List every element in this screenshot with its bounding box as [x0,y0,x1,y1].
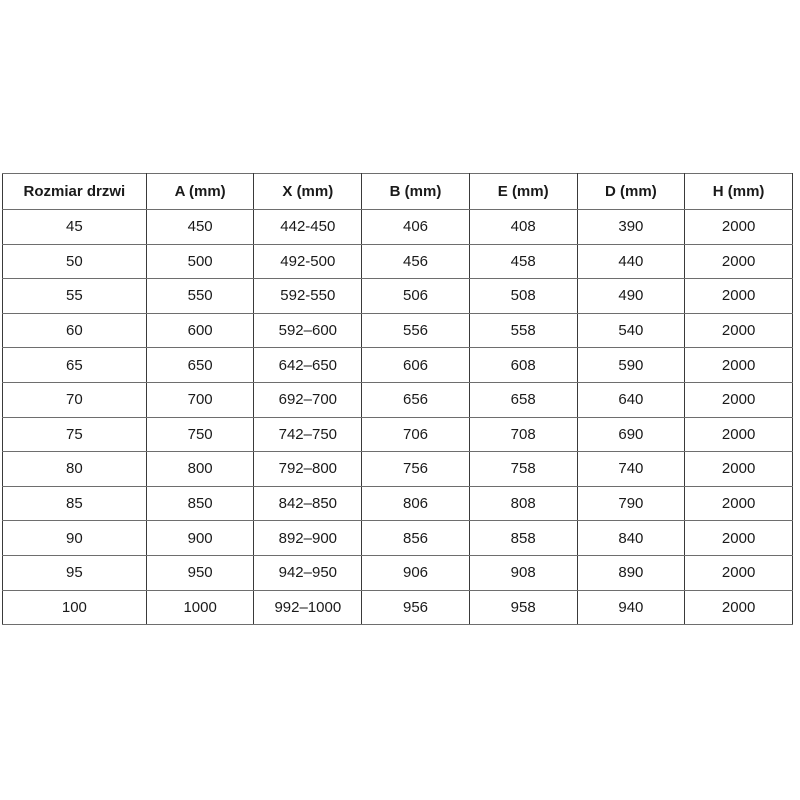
table-cell: 758 [469,452,577,487]
table-cell: 650 [146,348,254,383]
table-row [3,279,793,314]
table-cell: 70 [3,382,147,417]
table-cell: 806 [362,486,470,521]
table-cell: 640 [577,382,685,417]
table-cell: 850 [146,486,254,521]
column-header: Rozmiar drzwi [3,174,147,210]
table-cell: 892–900 [254,521,362,556]
table-cell: 456 [362,244,470,279]
table-cell: 406 [362,210,470,245]
table-cell: 90 [3,521,147,556]
table-cell: 740 [577,452,685,487]
table-cell: 2000 [685,417,793,452]
table-cell: 556 [362,313,470,348]
table-cell: 690 [577,417,685,452]
table-cell: 2000 [685,452,793,487]
table-cell: 708 [469,417,577,452]
table-cell: 75 [3,417,147,452]
table-cell: 2000 [685,382,793,417]
table-cell: 50 [3,244,147,279]
table-cell: 408 [469,210,577,245]
column-header: H (mm) [685,174,793,210]
table-cell: 440 [577,244,685,279]
table-cell: 858 [469,521,577,556]
column-header: X (mm) [254,174,362,210]
table-cell: 706 [362,417,470,452]
table-row [3,590,793,625]
table-cell: 908 [469,555,577,590]
table-cell: 742–750 [254,417,362,452]
table-cell: 2000 [685,348,793,383]
table-cell: 506 [362,279,470,314]
table-cell: 458 [469,244,577,279]
table-cell: 842–850 [254,486,362,521]
table-cell: 508 [469,279,577,314]
table-cell: 500 [146,244,254,279]
table-cell: 592-550 [254,279,362,314]
table-cell: 540 [577,313,685,348]
table-cell: 2000 [685,555,793,590]
table-cell: 85 [3,486,147,521]
table-row [3,382,793,417]
table-cell: 80 [3,452,147,487]
table-cell: 950 [146,555,254,590]
table-cell: 390 [577,210,685,245]
table-cell: 442-450 [254,210,362,245]
table-cell: 2000 [685,210,793,245]
table-cell: 550 [146,279,254,314]
table-body [3,210,793,625]
table-cell: 940 [577,590,685,625]
table-cell: 606 [362,348,470,383]
header-row [3,174,793,210]
table-cell: 2000 [685,486,793,521]
table-cell: 492-500 [254,244,362,279]
table-cell: 2000 [685,313,793,348]
table-cell: 608 [469,348,577,383]
table-cell: 45 [3,210,147,245]
table-cell: 692–700 [254,382,362,417]
table-row [3,521,793,556]
table-cell: 808 [469,486,577,521]
door-dimensions-table [2,173,793,625]
table-cell: 2000 [685,279,793,314]
table-cell: 890 [577,555,685,590]
table-cell: 2000 [685,244,793,279]
column-header: B (mm) [362,174,470,210]
table-cell: 756 [362,452,470,487]
table-row [3,348,793,383]
table-row [3,313,793,348]
table-cell: 792–800 [254,452,362,487]
table-cell: 2000 [685,521,793,556]
column-header: A (mm) [146,174,254,210]
table-cell: 65 [3,348,147,383]
table-row [3,452,793,487]
table-cell: 450 [146,210,254,245]
table-cell: 656 [362,382,470,417]
table-cell: 55 [3,279,147,314]
table-cell: 558 [469,313,577,348]
table-cell: 658 [469,382,577,417]
table-cell: 95 [3,555,147,590]
table-row [3,210,793,245]
table-cell: 60 [3,313,147,348]
table-cell: 840 [577,521,685,556]
table-cell: 790 [577,486,685,521]
table-cell: 592–600 [254,313,362,348]
table-cell: 1000 [146,590,254,625]
table-cell: 906 [362,555,470,590]
table-cell: 590 [577,348,685,383]
table-cell: 642–650 [254,348,362,383]
table-cell: 942–950 [254,555,362,590]
table-row [3,244,793,279]
table-cell: 900 [146,521,254,556]
column-header: E (mm) [469,174,577,210]
table-row [3,555,793,590]
table-cell: 856 [362,521,470,556]
table-cell: 600 [146,313,254,348]
table-row [3,486,793,521]
table-cell: 958 [469,590,577,625]
table-row [3,417,793,452]
table-cell: 956 [362,590,470,625]
table-cell: 100 [3,590,147,625]
table-cell: 992–1000 [254,590,362,625]
table-cell: 800 [146,452,254,487]
column-header: D (mm) [577,174,685,210]
table-cell: 750 [146,417,254,452]
table-cell: 700 [146,382,254,417]
table-cell: 2000 [685,590,793,625]
table-cell: 490 [577,279,685,314]
